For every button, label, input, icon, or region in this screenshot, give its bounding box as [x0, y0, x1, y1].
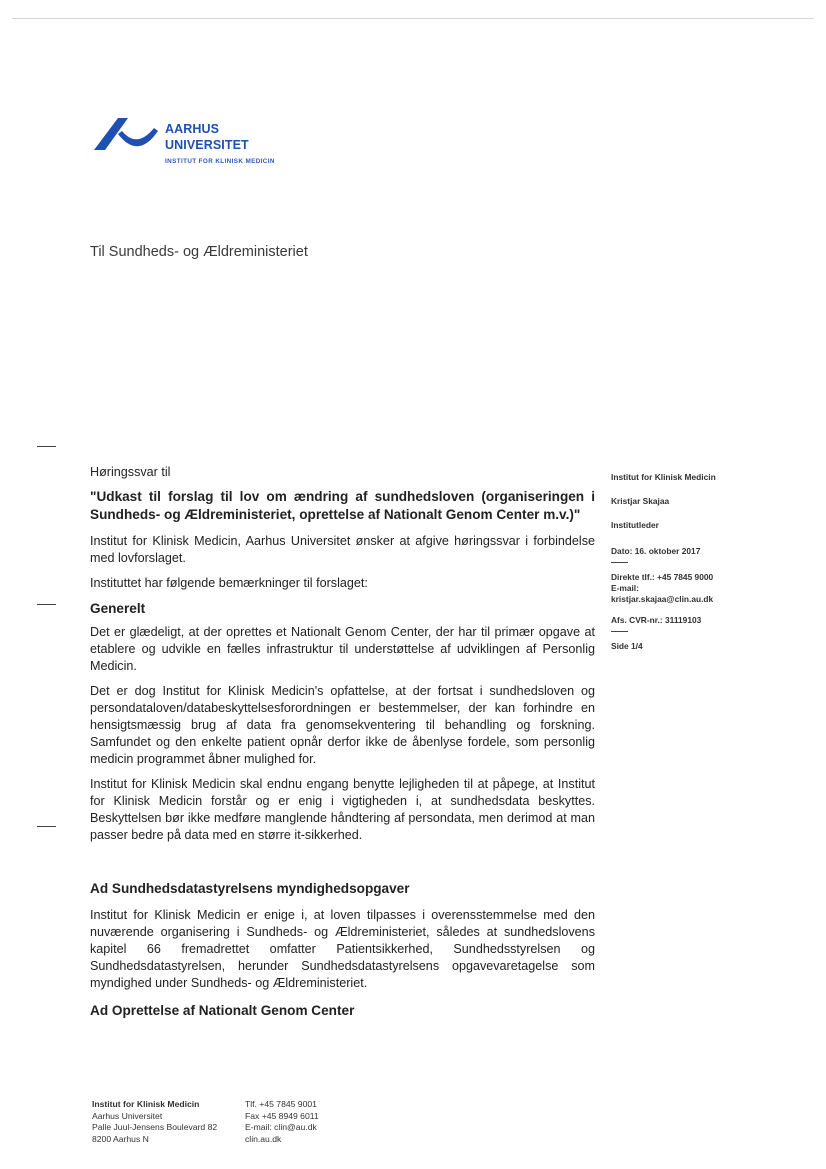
footer-address-line: 8200 Aarhus N [92, 1133, 149, 1144]
fold-mark [37, 446, 56, 447]
footer-contact-line: E-mail: clin@au.dk [245, 1122, 317, 1133]
footer-address-line: Aarhus Universitet [92, 1110, 163, 1121]
sender-institute: Institut for Klinisk Medicin [611, 472, 716, 482]
heading-generelt: Generelt [90, 601, 146, 616]
paragraph-opinion: Det er dog Institut for Klinisk Medicin's opfattelse, at der fortsat i sundhedsloven og persondataloven/databeskyttelsesforordningen er bestemmelser, der kan forhindre en hensigtsmæssig brug af data fra genomsekventering til behandling og forskning. Samfundet og den enkelte patient opnår derfor ikke de åbenlyse fordele, som personlig medicin programmet åbner mulighed for. [90, 684, 595, 766]
footer-contact-line: Tlf. +45 7845 9001 [245, 1099, 317, 1109]
scan-edge-line [12, 18, 814, 19]
logo-line-2: UNIVERSITET [165, 138, 249, 152]
fold-mark [37, 826, 56, 827]
sender-email-label: E-mail: [611, 583, 639, 593]
sender-phone: Direkte tlf.: +45 7845 9000 [611, 572, 714, 582]
footer-contact-line: Fax +45 8949 6011 [245, 1110, 319, 1121]
paragraph-intro: Institut for Klinisk Medicin, Aarhus Universitet ønsker at afgive høringssvar i forbindelse med lovforslaget. [90, 534, 595, 565]
document-title: "Udkast til forslag til lov om ændring af sundhedsloven (organiseringen i Sundheds- og Ældreministeriet, oprettelse af Nationalt Genom Center m.v.)" [90, 489, 595, 522]
footer-contact [245, 1099, 365, 1145]
sender-info [611, 472, 761, 652]
footer-address-line: Palle Juul-Jensens Boulevard 82 [92, 1122, 218, 1133]
recipient-line: Til Sundheds- og Ældreministeriet [90, 244, 308, 260]
footer-address [92, 1099, 242, 1145]
letter-date: Dato: 16. oktober 2017 [611, 546, 701, 556]
university-logo [92, 116, 322, 176]
paragraph-genome-center: Det er glædeligt, at der oprettes et Nationalt Genom Center, der har til primær opgave at etablere og udvikle en fælles infrastruktur til understøttelse af udviklingen af Personlig Medicin. [90, 625, 595, 673]
heading-authority-tasks: Ad Sundhedsdatastyrelsens myndighedsopgaver [90, 881, 410, 896]
heading-genome-center: Ad Oprettelse af Nationalt Genom Center [90, 1003, 355, 1018]
page-number: Side 1/4 [611, 641, 643, 651]
sidebar-divider [611, 631, 628, 632]
paragraph-remarks: Instituttet har følgende bemærkninger til forslaget: [90, 576, 368, 590]
footer-contact-line: clin.au.dk [245, 1133, 282, 1144]
paragraph-organisation: Institut for Klinisk Medicin er enige i, at loven tilpasses i overensstemmelse med den nuværende organisering i Sundheds- og Ældreministeriet, således at sundhedslovens kapitel 66 fremadrettet omfatter Patientsikkerhed, Sundhedsstyrelsen og Sundhedsdatastyrelsen, herunder Sundhedsdatastyrelsens opgavevaretagelse som myndighed under Sundheds- og Ældreministeriet. [90, 908, 595, 990]
logo-line-3: INSTITUT FOR KLINISK MEDICIN [165, 158, 275, 165]
paragraph-data-protection: Institut for Klinisk Medicin skal endnu engang benytte lejligheden til at påpege, at Institut for Klinisk Medicin forstår og er enig i vigtigheden i, at sundhedsdata beskyttes. Beskyttelsen bør ikke medføre manglende håndtering af persondata, men derimod at man passer bedre på data med en større it-sikkerhed. [90, 777, 595, 842]
sender-name: Kristjar Skajaa [611, 496, 670, 506]
footer-address-line: Institut for Klinisk Medicin [92, 1099, 200, 1109]
logo-line-1: AARHUS [165, 122, 220, 136]
intro-line: Høringssvar til [90, 465, 171, 479]
fold-mark [37, 604, 56, 605]
sender-role: Institutleder [611, 520, 659, 530]
logo-mark-icon [92, 116, 158, 156]
sender-ref: Afs. CVR-nr.: 31119103 [611, 615, 702, 625]
letter-body [90, 464, 595, 1020]
sender-email: kristjar.skajaa@clin.au.dk [611, 594, 714, 604]
sidebar-divider [611, 562, 628, 563]
